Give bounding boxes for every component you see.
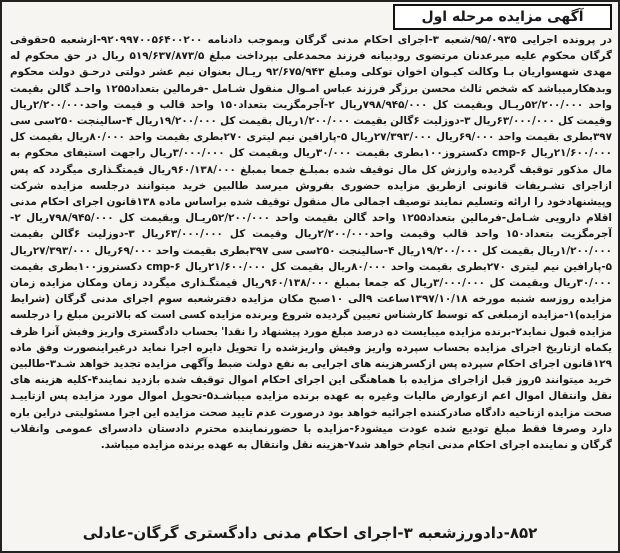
notice-body: در پرونده اجرایی ۹۵/۰۹۳۵/شعبه ۳-اجرای احکام مدنی گرگان وبموجب دادنامه ۹۲۰۹۹۷۰۰۵۶۴۰۰۲۰۰-ازشعبه ۵حقوقی گرگان محکوم علیه میرعدنان مرتضوی رودبیانه فرزند محمدعلی بپرداخت مبلغ ۵۱۹/۶۳۷/۸۷۳/۵ ریال در حق محکوم له مهدی شهسواریان بـا وکالت کیـوان اخوان توکلی ومبلغ ۹۲/۶۷۵/۹۴۳ ریـال بعنوان نیم عشر دولتی درحـق دولت محکوم وبدهکارمیباشد که شخص ثالث محسن برزگر فرزند عباس امـوال منقول شـامل -فرمالین بتعداد۱۲۵۵ واحـد گالن بقیمت واحد ۵۲/۲۰۰/۰۰۰ریـال وبقیمت کل ۷۹۸/۹۴۵/۰۰۰ریال ۲-آجرمگزیت بتعداد۱۵۰ واحد قالب و قیمت واحد۲/۲۰۰/۰۰۰ریال وقیمت کل ۶۳/۰۰۰/۰۰۰ریال ۳-دوزلیت ۶گالن بقیمت ۱/۲۰۰/۰۰۰ریال بقیمت کل ۱۹/۲۰۰/۰۰۰ریال ۴-سالینجت ۲۵۰سی سی ۳۹۷بطری بقیمت واحد ۶۹/۰۰۰ریال ۲۷/۳۹۳/۰۰۰ریال ۵-پارافین نیم لیتری ۲۷۰بطری بقیمت واحد ۸۰/۰۰۰ریال بقیمت کل ۲۱/۶۰۰/۰۰۰ریال ۶-cmp دکستروز۱۰۰بطری بقیمت ۳۰/۰۰۰ریال وبقیمت کل ۳/۰۰۰/۰۰۰ریال راجهت استیفای محکوم به مال مذکور توقیف گردیده وارزش کل مال توقیف شده بمبلـغ جمعا بمبلغ ۹۶۰/۱۳۸/۰۰۰ریال قیمتگـذاری میگردد که پس ازاجرای تشـریفات قانونی ازطریق مزایده حضوری بفروش میرسد طالبین خرید میتوانند درجلسه مزایده شرکت وپیشنهادخود را ارائه وتسلیم نمایند توصیف اجمالی مال منقول توقیف شده براساس ماده ۱۳۸قانون اجرای احکام مدنی اقلام دارویی شـامل-فرمالین بتعداد۱۲۵۵ واحد گالن بقیمت واحد ۵۲/۲۰۰/۰۰۰ریـال وبقیمت کل ۷۹۸/۹۴۵/۰۰۰ریال ۲-آجرمگزیت بتعداد۱۵۰ واحد قالب وقیمت واحد۲/۲۰۰/۰۰۰ریال وقیمت کل ۶۳/۰۰۰/۰۰۰ریال ۳-دوزلیت ۶گالن بقیمت ۱/۲۰۰/۰۰۰ریال بقیمت کل ۱۹/۲۰۰/۰۰۰ریال ۴-سالینجت ۲۵۰سی سی ۳۹۷بطری بقیمت واحد ۶۹/۰۰۰ریال ۲۷/۳۹۳/۰۰۰ریال ۵-پارافین نیم لیتری ۲۷۰بطری بقیمت واحد ۸۰/۰۰۰ریال بقیمت کل ۲۱/۶۰۰/۰۰۰ریال ۶-cmp دکستروز۱۰۰بطری بقیمت ۳۰/۰۰۰ریال وبقیمت کل ۳/۰۰۰/۰۰۰ریال که جمعا بمبلغ ۹۶۰/۱۳۸/۰۰۰ریال قیمتگـذاری میگردد زمان ومکان مزایده زمان مزایده روزسه شنبه مورخه ۱۳۹۷/۱۰/۱۸ساعت ۹الی ۱۰صبح مکان مزایده دفترشعبه سوم اجرای مدنی گرگان (شرایط مزایده)۱-مزایده ازمبلغی که توسط کارشناس تعیین گردیده شروع وبرنده مزایده کسی است که بالاترین مبلغ را درجلسه مزایده قبول نماید۲-برنده مزایده میبایست ده درصد مبلغ مورد پیشنهاد را نقدا' بحساب دادگستری واریز وفیش آنرا ظرف یکماه ازتاریخ اجرای مزایده بحساب سپرده واریز وفیش واریزشده را تحویل دایره اجرا نماید درغیراینصورت وفق ماده ۱۲۹قانون اجرای احکام سپرده پس ازکسرهزینه های اجرایی به نفع دولت ضبط وآگهی مزایده تجدید خواهد شـد۳-طالبین خرید میتوانند ۵روز قبل ازاجرای مزایده با هماهنگی این اجرای احکام اموال توقیف شده بازدید نمایند۴-کلیه هزینه های نقل وانتقال اموال اعم ازعوارض مالیات وغیره به عهده برنده مزایده میباشـد۵-تحویل اموال مورد مزایده پس ازتاییـد صحت مزایده ازناحیه دادگاه صادرکننده اجرائیه خواهد بود درصورت عدم تایید صحت مزایده این اجرا مسئولیتی دراین باره دارد وصرفا فقط مبلغ تودیع شده عودت میشود۶-مزایده با حضورنماینده محترم دادستان دادسرای عمومی وانقلاب گرگان و نماینده اجرای احکام مدنی انجام خواهد شد۷-هزینه نقل وانتقال به عهده برنده مزایده میباشد. xyxy=(10,34,612,452)
notice-signature: ۸۵۲-دادورزشعبه ۳-اجرای احکام مدنی دادگستری گرگان-عادلی xyxy=(82,524,538,542)
notice-title: آگهی مزایده مرحله اول xyxy=(393,4,612,30)
